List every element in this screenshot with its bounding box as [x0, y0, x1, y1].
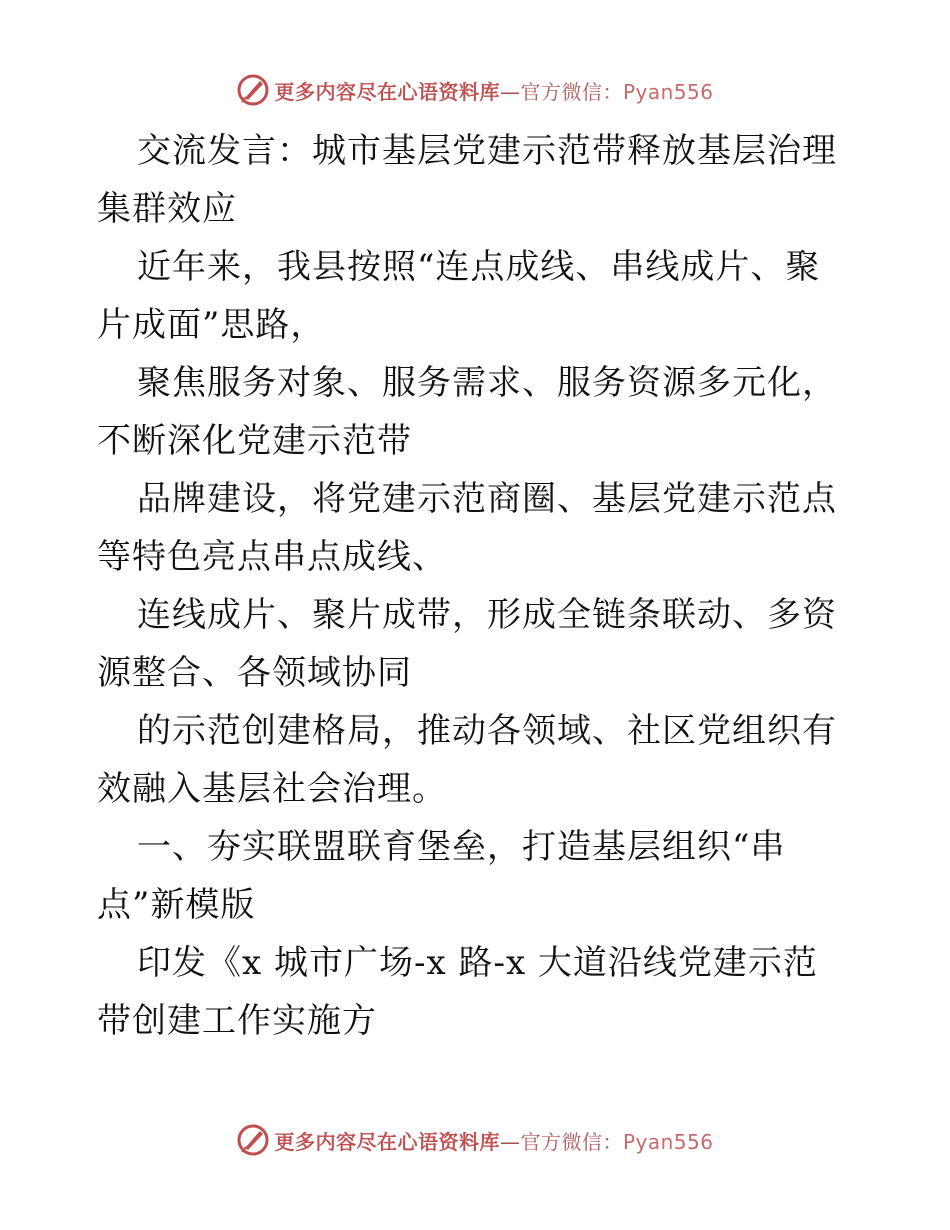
banner-main-text: 更多内容尽在心语资料库 [274, 79, 500, 104]
paragraph: 印发《x 城市广场-x 路-x 大道沿线党建示范带创建工作实施方 [97, 943, 818, 1041]
footer-watermark-banner [0, 1120, 950, 1160]
banner-wechat-id: Pyan556 [622, 79, 714, 104]
banner-label: 官方微信： [520, 1129, 623, 1154]
banner-wechat-id: Pyan556 [622, 1129, 714, 1154]
quill-pen-logo-icon [236, 1123, 270, 1157]
paragraph: 聚焦服务对象、服务需求、服务资源多元化，不断深化党建示范带 [97, 363, 837, 461]
document-body [97, 122, 852, 1050]
banner-label: 官方微信： [520, 79, 623, 104]
paragraph: 近年来，我县按照“连点成线、串线成片、聚片成面”思路， [97, 247, 821, 345]
quill-pen-logo-icon [236, 73, 270, 107]
banner-separator: — [499, 1129, 521, 1154]
paragraph: 品牌建设，将党建示范商圈、基层党建示范点等特色亮点串点成线、 [97, 479, 837, 577]
banner-main-text: 更多内容尽在心语资料库 [274, 1129, 500, 1154]
header-watermark-banner [0, 70, 950, 110]
paragraph: 连线成片、聚片成带，形成全链条联动、多资源整合、各领域协同 [97, 595, 837, 693]
paragraph: 的示范创建格局，推动各领域、社区党组织有效融入基层社会治理。 [97, 711, 837, 809]
banner-separator: — [499, 79, 521, 104]
section-heading: 一、夯实联盟联育堡垒，打造基层组织“串点”新模版 [97, 827, 786, 925]
document-title: 交流发言：城市基层党建示范带释放基层治理集群效应 [97, 131, 837, 229]
